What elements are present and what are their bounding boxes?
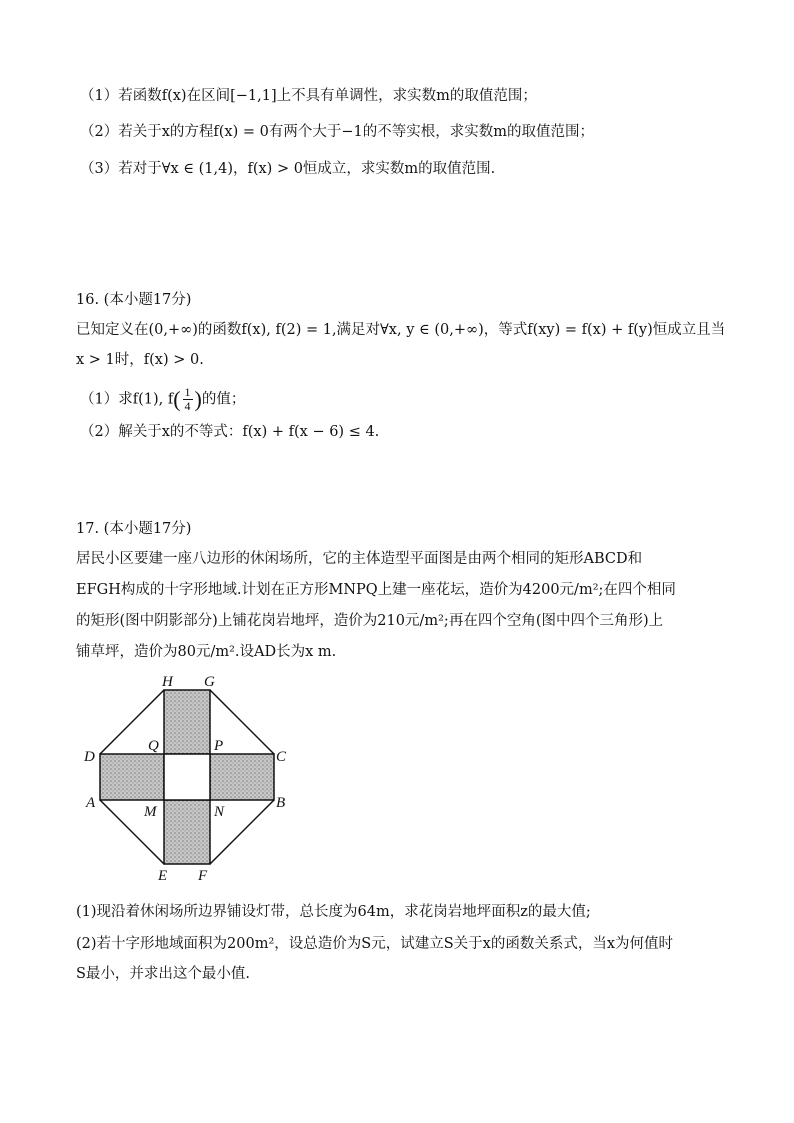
q17-part1: (1)现沿着休闲场所边界铺设灯带，总长度为64m，求花岗岩地坪面积z的最大值; bbox=[76, 904, 591, 920]
q17-part2-line1: (2)若十字形地域面积为200m²，设总造价为S元，试建立S关于x的函数关系式，当x为何值时 bbox=[76, 936, 673, 952]
label-b: B bbox=[276, 795, 286, 811]
shaded-rect-left bbox=[100, 754, 164, 800]
shaded-rect-bottom bbox=[164, 800, 210, 864]
cross-octagon-figure bbox=[78, 668, 302, 888]
q17-stem-line4: 铺草坪，造价为80元/m².设AD长为x m. bbox=[76, 644, 337, 660]
label-n: N bbox=[214, 804, 225, 820]
q16-stem-line2: x > 1时，f(x) > 0. bbox=[76, 352, 204, 368]
q17-stem-line3: 的矩形(图中阴影部分)上铺花岗岩地坪，造价为210元/m²;再在四个空角(图中四个三角形)上 bbox=[76, 613, 664, 629]
fraction-one-quarter bbox=[183, 386, 193, 413]
label-e: E bbox=[158, 868, 168, 884]
label-c: C bbox=[276, 749, 287, 765]
square-mnpq bbox=[164, 754, 210, 800]
fraction-numerator: 1 bbox=[184, 385, 191, 399]
q15-part1: （1）若函数f(x)在区间[−1,1]上不具有单调性，求实数m的取值范围； bbox=[80, 88, 537, 104]
label-g: G bbox=[204, 674, 215, 690]
q15-part3: （3）若对于∀x ∈ (1,4)，f(x) > 0恒成立，求实数m的取值范围. bbox=[80, 161, 496, 177]
q17-part2-line2: S最小，并求出这个最小值. bbox=[76, 966, 251, 982]
q16-part1: （1）求f(1), f( $\frac{1}{4}$ )的值； bbox=[80, 385, 246, 413]
label-m: M bbox=[144, 804, 157, 820]
q16-part1-prefix: （1）求f(1), f bbox=[80, 391, 174, 408]
q17-header: 17. (本小题17分) bbox=[76, 521, 192, 537]
q17-stem-line1: 居民小区要建一座八边形的休闲场所，它的主体造型平面图是由两个相同的矩形ABCD和 bbox=[76, 551, 643, 567]
label-q: Q bbox=[148, 738, 159, 754]
q16-part2: （2）解关于x的不等式：f(x) + f(x − 6) ≤ 4. bbox=[80, 424, 380, 440]
shaded-rect-right bbox=[210, 754, 274, 800]
label-a: A bbox=[86, 795, 96, 811]
q16-stem-line1: 已知定义在(0,+∞)的函数f(x), f(2) = 1,满足对∀x, y ∈ (0,+∞)，等式f(xy) = f(x) + f(y)恒成立且当 bbox=[76, 322, 726, 338]
q17-stem-line2: EFGH构成的十字形地域.计划在正方形MNPQ上建一座花坛，造价为4200元/m²;在四个相同 bbox=[76, 582, 676, 598]
label-h: H bbox=[162, 674, 173, 690]
fraction-denominator: 4 bbox=[184, 399, 191, 413]
q15-part2: （2）若关于x的方程f(x) = 0有两个大于−1的不等实根，求实数m的取值范围； bbox=[80, 124, 594, 140]
label-p: P bbox=[214, 738, 224, 754]
q16-header: 16. (本小题17分) bbox=[76, 292, 192, 308]
label-f: F bbox=[198, 868, 208, 884]
shaded-rect-top bbox=[164, 690, 210, 754]
label-d: D bbox=[84, 749, 95, 765]
q16-part1-suffix: 的值； bbox=[201, 391, 246, 408]
